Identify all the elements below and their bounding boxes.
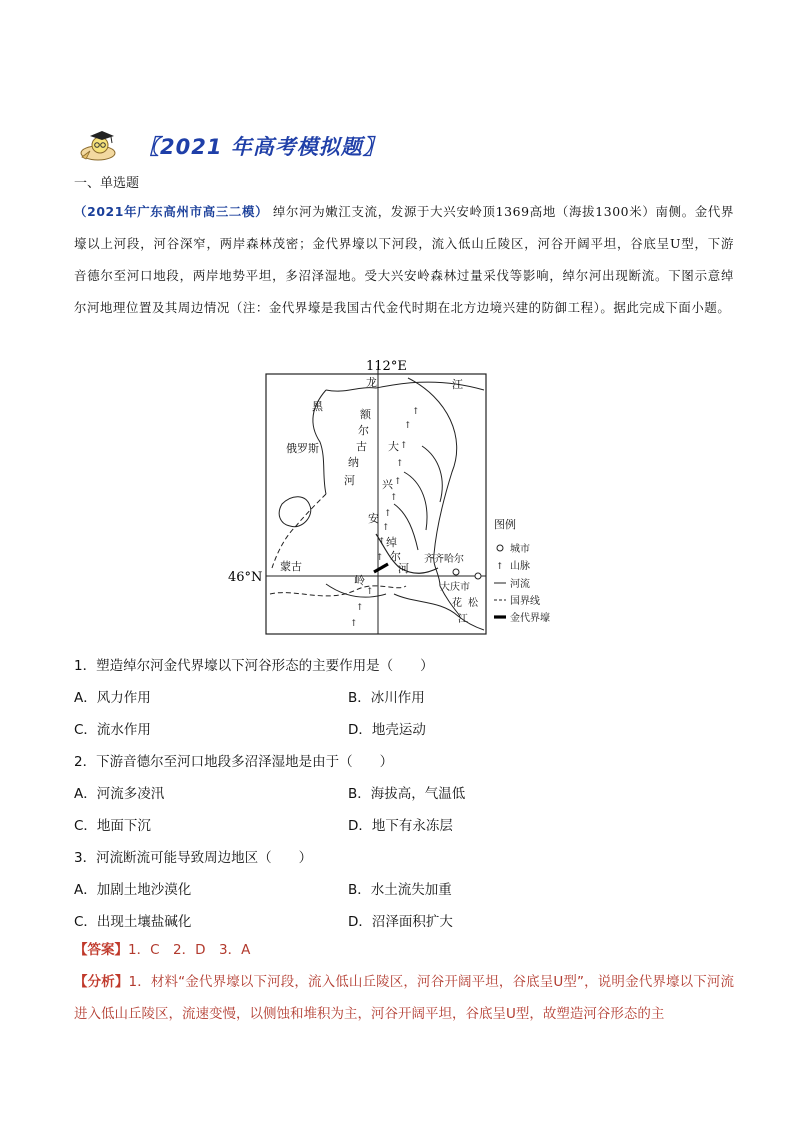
question-2-option-d[interactable]: D．地下有永冻层 bbox=[348, 818, 453, 834]
map-legend bbox=[494, 517, 550, 624]
svg-text:↑: ↑ bbox=[394, 477, 402, 487]
map-label-hei: 黑 bbox=[312, 400, 323, 413]
map-label-xing: 兴 bbox=[382, 478, 393, 491]
svg-text:↑: ↑ bbox=[378, 537, 386, 547]
question-1-option-c[interactable]: C．流水作用 bbox=[74, 722, 151, 738]
svg-text:↑: ↑ bbox=[404, 421, 412, 431]
answer-line bbox=[74, 938, 250, 958]
legend-border: 国界线 bbox=[510, 596, 540, 607]
map-label-russia: 俄罗斯 bbox=[286, 442, 319, 455]
map-label-he2: 河 bbox=[398, 562, 409, 575]
map-label-gu: 古 bbox=[356, 440, 367, 453]
map-label-he1: 河 bbox=[344, 474, 355, 487]
map-label-jiang2: 江 bbox=[458, 614, 468, 625]
city-qiqihar-marker bbox=[453, 569, 459, 575]
map-label-mongolia: 蒙古 bbox=[280, 560, 302, 573]
answer-label: 【答案】 bbox=[74, 942, 128, 958]
map-label-e: 额 bbox=[360, 408, 371, 421]
svg-text:↑: ↑ bbox=[376, 553, 384, 563]
map-label-da: 大 bbox=[388, 440, 399, 453]
legend-river: 河流 bbox=[510, 579, 530, 590]
svg-text:↑: ↑ bbox=[396, 459, 404, 469]
question-1-option-a[interactable]: A．风力作用 bbox=[74, 690, 151, 706]
analysis-label: 【分析】 bbox=[74, 974, 129, 990]
question-3-option-d[interactable]: D．沼泽面积扩大 bbox=[348, 914, 453, 930]
question-1-option-b[interactable]: B．冰川作用 bbox=[348, 690, 425, 706]
question-3-option-a[interactable]: A．加剧土地沙漠化 bbox=[74, 882, 192, 898]
longitude-label: 112°E bbox=[366, 359, 407, 374]
svg-text:↑: ↑ bbox=[390, 493, 398, 503]
svg-text:↑: ↑ bbox=[496, 562, 504, 572]
map-label-hua: 花 bbox=[452, 598, 462, 609]
map-label-daqing: 大庆市 bbox=[440, 582, 470, 593]
passage bbox=[74, 196, 734, 324]
section-label: 一、单选题 bbox=[74, 176, 140, 191]
analysis-block bbox=[74, 966, 734, 1030]
map-frame bbox=[266, 374, 486, 634]
map-label-chuo: 绰 bbox=[386, 536, 397, 549]
question-3-stem: 3．河流断流可能导致周边地区（ ） bbox=[74, 850, 313, 866]
svg-text:↑: ↑ bbox=[400, 441, 408, 451]
city-daqing-marker bbox=[475, 573, 481, 579]
question-1-option-d[interactable]: D．地壳运动 bbox=[348, 722, 426, 738]
map-label-jiang: 江 bbox=[452, 378, 463, 391]
question-3-option-c[interactable]: C．出现土壤盐碱化 bbox=[74, 914, 192, 930]
analysis-text: 1．材料“金代界壕以下河段，流入低山丘陵区，河谷开阔平坦，谷底呈U型”，说明金代界壕以下河流进入低山丘陵区，流速变慢，以侧蚀和堆积为主，河谷开阔平坦，谷底呈U型，故塑造河谷形态的主 bbox=[74, 974, 735, 1022]
question-3-option-b[interactable]: B．水土流失加重 bbox=[348, 882, 452, 898]
svg-text:↑: ↑ bbox=[366, 587, 374, 597]
section-header bbox=[76, 128, 385, 164]
map-label-an: 安 bbox=[368, 512, 379, 525]
map-label-er1: 尔 bbox=[358, 424, 369, 437]
legend-title: 图例 bbox=[494, 518, 516, 531]
legend-city: 城市 bbox=[510, 544, 530, 555]
map-figure bbox=[226, 354, 566, 644]
map-label-er2: 尔 bbox=[390, 550, 401, 563]
question-1-stem: 1．塑造绰尔河金代界壕以下河谷形态的主要作用是（ ） bbox=[74, 658, 434, 674]
map-label-song: 松 bbox=[468, 598, 478, 609]
map-label-na: 纳 bbox=[348, 456, 359, 469]
answer-text: 1．C 2．D 3．A bbox=[128, 942, 251, 958]
svg-text:↑: ↑ bbox=[356, 603, 364, 613]
map-label-qiqihar: 齐齐哈尔 bbox=[424, 554, 464, 565]
legend-jin-wall: 金代界壕 bbox=[510, 613, 550, 624]
svg-text:↑: ↑ bbox=[382, 523, 390, 533]
question-2-stem: 2．下游音德尔至河口地段多沼泽湿地是由于（ ） bbox=[74, 754, 394, 770]
map-label-ling: 岭 bbox=[354, 574, 365, 587]
svg-text:↑: ↑ bbox=[350, 619, 358, 629]
scholar-mascot-icon bbox=[76, 129, 122, 163]
question-2-option-b[interactable]: B．海拔高，气温低 bbox=[348, 786, 466, 802]
question-2-option-a[interactable]: A．河流多凌汛 bbox=[74, 786, 165, 802]
passage-source: （2021年广东高州市高三二模） bbox=[74, 204, 269, 219]
latitude-label: 46°N bbox=[228, 570, 263, 585]
map-svg bbox=[226, 354, 566, 644]
legend-mountain: 山脉 bbox=[510, 561, 530, 572]
header-title: 〖2021 年高考模拟题〗 bbox=[138, 135, 385, 159]
question-2-option-c[interactable]: C．地面下沉 bbox=[74, 818, 151, 834]
svg-text:↑: ↑ bbox=[384, 509, 392, 519]
passage-text: 绰尔河为嫩江支流，发源于大兴安岭顶1369高地（海拔1300米）南侧。金代界壕以上河段，河谷深窄，两岸森林茂密；金代界壕以下河段，流入低山丘陵区，河谷开阔平坦，谷底呈U型，下游音德尔至河口地段，两岸地势平坦，多沼泽湿地。受大兴安岭森林过量采伐等影响，绰尔河出现断流。下图示意绰尔河地理位置及其周边情况（注：金代界壕是我国古代金代时期在北方边境兴建的防御工程）。据此完成下面小题。 bbox=[74, 204, 734, 315]
svg-text:↑: ↑ bbox=[412, 407, 420, 417]
map-label-long: 龙 bbox=[366, 376, 377, 389]
